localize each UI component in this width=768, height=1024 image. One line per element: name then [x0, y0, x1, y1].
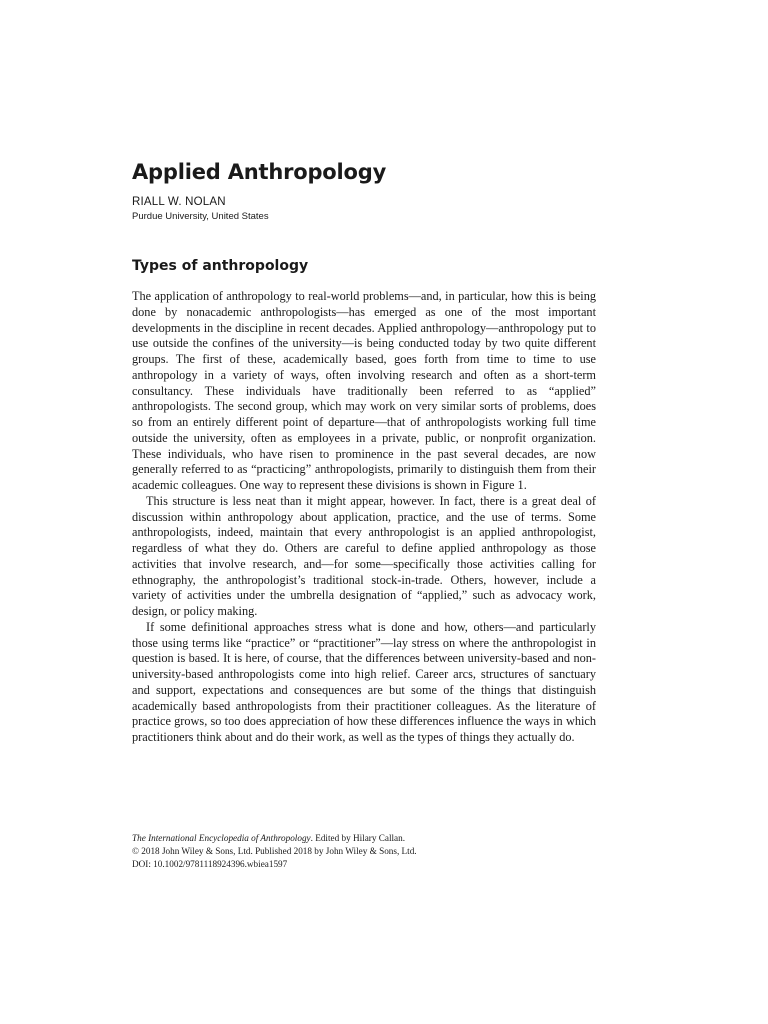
copyright-line: © 2018 John Wiley & Sons, Ltd. Published 2018 by John Wiley & Sons, Ltd.	[132, 845, 417, 856]
article-title: Applied Anthropology	[132, 160, 387, 184]
doi-line: DOI: 10.1002/9781118924396.wbiea1597	[132, 858, 288, 869]
body-paragraph-3: If some definitional approaches stress what is done and how, others—and particularly those using terms like “practice” or “practitioner”—lay stress on where the anthropologist in question is based. It is here, of course, that the differences between university-based and non-university-based anthropologists come into high relief. Career arcs, structures of sanctuary and support, expectations and consequences are but some of the things that distinguish academically based anthropologists from their practitioner colleagues. As the literature of practice grows, so too does appreciation of how these differences influence the ways in which practitioners think about and do their work, as well as the types of things they actually do.	[132, 619, 596, 744]
body-paragraph-2: This structure is less neat than it might appear, however. In fact, there is a great deal of discussion within anthropology about application, practice, and the use of terms. Some anthropologists, indeed, maintain that every anthropologist is an applied anthropologist, regardless of what they do. Others are careful to define applied anthropology as those activities that involve research, and—for some—specifically those activities calling for ethnography, the anthropologist’s traditional stock-in-trade. Others, however, include a variety of activities under the umbrella designation of “applied,” such as advocacy work, design, or policy making.	[132, 493, 596, 618]
encyclopedia-title: The International Encyclopedia of Anthropology	[132, 833, 311, 843]
citation-footer	[132, 832, 602, 870]
author-name: RIALL W. NOLAN	[132, 196, 226, 208]
section-heading: Types of anthropology	[132, 258, 309, 274]
body-paragraph-1: The application of anthropology to real-world problems—and, in particular, how this is being done by nonacademic anthropologists—has emerged as one of the most important developments in the discipline in recent decades. Applied anthropology—anthropology put to use outside the confines of the university—is being conducted today by two quite different groups. The first of these, academically based, goes forth from time to time to use anthropology in a variety of ways, often involving research and often as a short-term consultancy. These individuals have traditionally been referred to as “applied” anthropologists. The second group, which may work on very similar sorts of problems, does so from an entirely different point of departure—that of anthropologists working full time outside the university, often as employees in a private, public, or nonprofit organization. These individuals, who have risen to prominence in the past several decades, are now generally referred to as “practicing” anthropologists, primarily to distinguish them from their academic colleagues. One way to represent these divisions is shown in Figure 1.	[132, 289, 596, 492]
encyclopedia-editor: . Edited by Hilary Callan.	[310, 833, 406, 843]
author-affiliation: Purdue University, United States	[132, 211, 269, 222]
citation-source-line	[132, 832, 602, 845]
article-body	[132, 289, 596, 746]
